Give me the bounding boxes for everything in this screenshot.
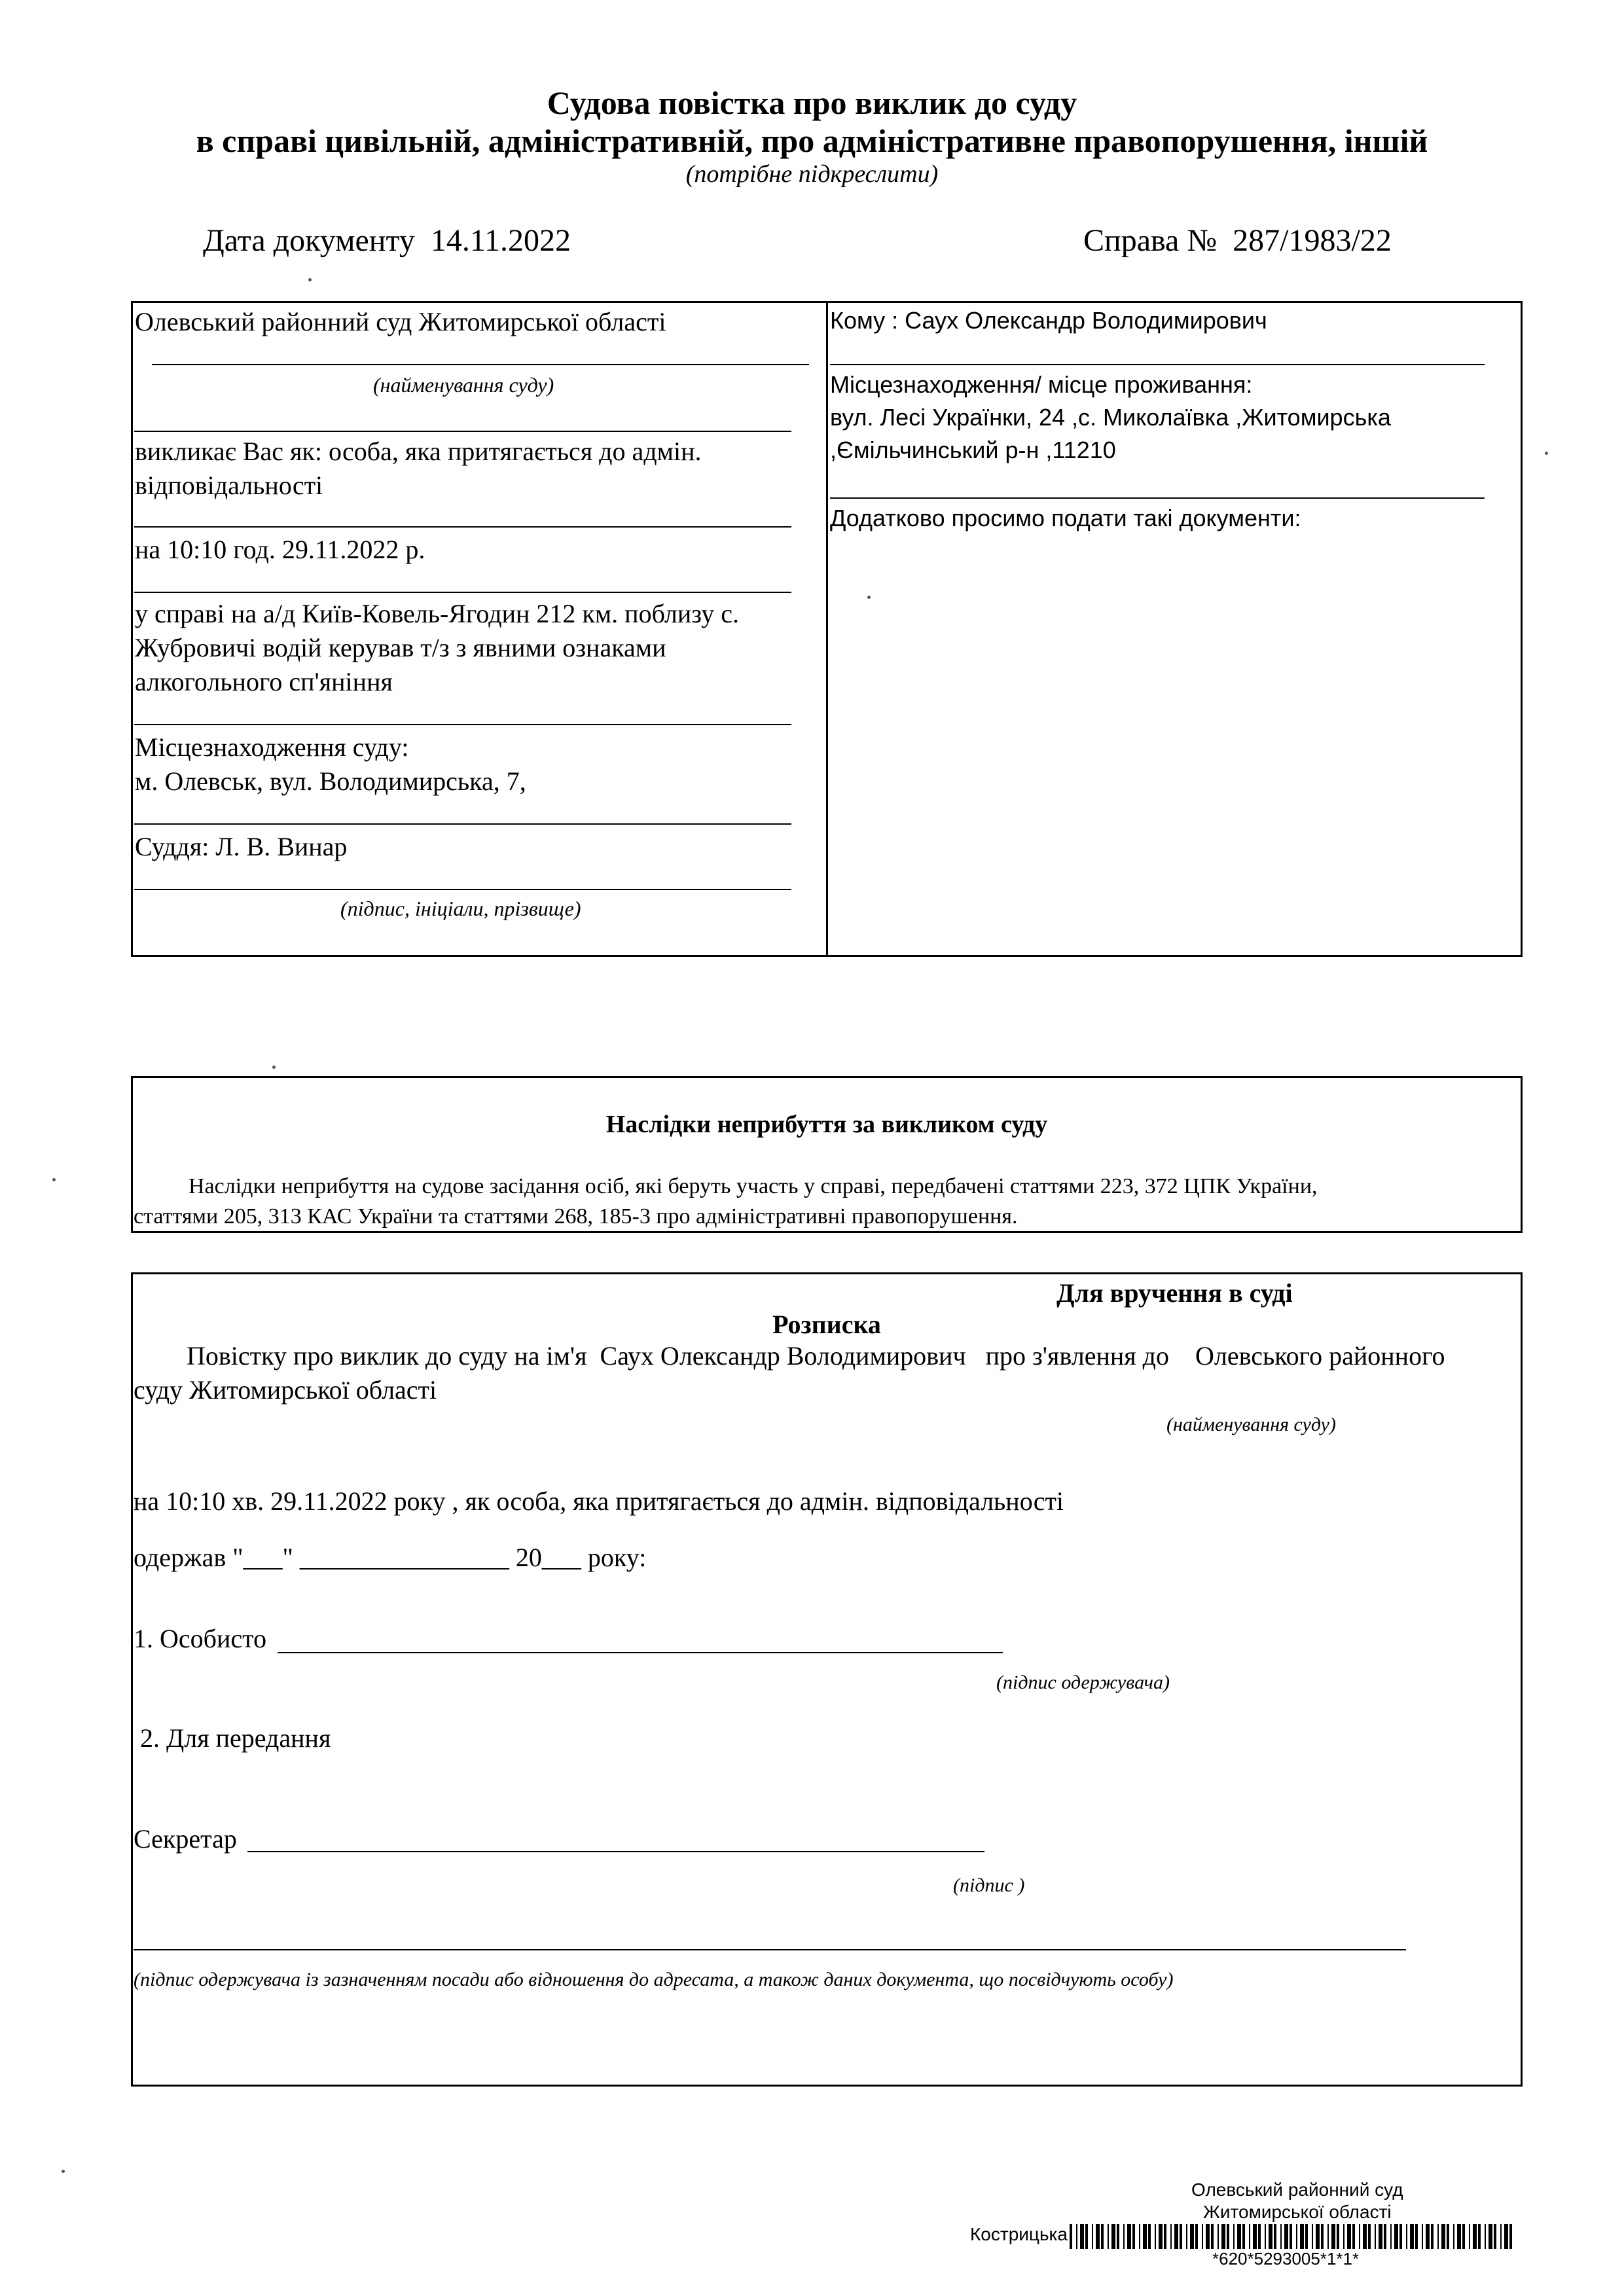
summons-as-line-1: викликає Вас як: особа, яка притягається до адмін. — [135, 437, 702, 466]
case-description-line-3: алкогольного сп'яніння — [135, 667, 393, 696]
scan-speck — [62, 2170, 65, 2173]
barcode-bar — [1280, 2224, 1282, 2249]
secretary-signature-line[interactable] — [247, 1851, 984, 1852]
receipt-heading: Розписка — [772, 1310, 881, 1339]
barcode-bar — [1447, 2224, 1449, 2249]
court-location-label: Місцезнаходження суду: — [135, 732, 409, 762]
divider-line — [134, 592, 791, 593]
title-line-1: Судова повістка про виклик до суду — [547, 84, 1077, 121]
stamp-court-line-1: Олевський районний суд — [1191, 2179, 1403, 2200]
case-number-label: Справа № — [1083, 223, 1218, 258]
receipt-court-caption: (найменування суду) — [1166, 1414, 1336, 1435]
recipient-name: Саух Олександр Володимирович — [600, 1341, 966, 1371]
barcode-bar — [1363, 2224, 1367, 2249]
barcode-bar — [1384, 2224, 1386, 2249]
barcode-bar — [1227, 2224, 1229, 2249]
barcode-bar — [1379, 2224, 1382, 2249]
barcode-bar — [1509, 2224, 1512, 2249]
barcode-bar — [1352, 2224, 1355, 2249]
barcode-bar — [1242, 2224, 1245, 2249]
barcode-bar — [1174, 2224, 1178, 2249]
scan-speck — [867, 596, 871, 599]
barcode-bar — [1265, 2224, 1266, 2249]
summons-as-line-2: відповідальності — [135, 471, 323, 500]
barcode-bar — [1132, 2224, 1135, 2249]
case-number — [1083, 223, 1392, 259]
barcode-bar — [1337, 2224, 1339, 2249]
consequences-heading: Наслідки неприбуття за викликом суду — [605, 1111, 1048, 1138]
barcode-bar — [1457, 2224, 1461, 2249]
title-note: (потрібне підкреслити) — [685, 160, 939, 188]
barcode-bar — [1399, 2224, 1402, 2249]
receipt-text-b: про з'явлення до — [985, 1341, 1170, 1371]
barcode-bar — [1164, 2224, 1166, 2249]
barcode-bar — [1504, 2224, 1508, 2249]
barcode-bar — [1478, 2224, 1481, 2249]
recipient: Кому : Саух Олександр Володимирович — [830, 307, 1267, 334]
barcode-bar — [1441, 2224, 1445, 2249]
barcode — [1070, 2223, 1521, 2249]
court-name: Олевський районний суд Житомирської області — [135, 307, 666, 336]
column-divider — [826, 301, 828, 957]
divider-line — [134, 724, 791, 725]
barcode-bar — [1321, 2224, 1324, 2249]
barcode-bar — [1347, 2224, 1351, 2249]
barcode-bar — [1269, 2224, 1272, 2249]
barcode-bar — [1406, 2224, 1407, 2249]
barcode-bar — [1485, 2224, 1486, 2249]
barcode-bar — [1274, 2224, 1276, 2249]
barcode-bar — [1159, 2224, 1163, 2249]
scan-speck — [1545, 452, 1548, 455]
barcode-bar — [1300, 2224, 1304, 2249]
barcode-bar — [1186, 2224, 1187, 2249]
barcode-bar — [1390, 2224, 1392, 2249]
receipt-court: Олевського районного — [1195, 1341, 1445, 1371]
document-date-label: Дата документу — [203, 223, 415, 258]
stamp-court-line-2: Житомирської області — [1203, 2202, 1392, 2222]
barcode-bar — [1359, 2224, 1360, 2249]
barcode-bar — [1170, 2224, 1172, 2249]
barcode-bar — [1410, 2224, 1414, 2249]
barcode-bar — [1101, 2224, 1104, 2249]
barcode-bar — [1111, 2224, 1115, 2249]
personally-signature-line[interactable] — [278, 1652, 1003, 1653]
court-name-caption: (найменування суду) — [373, 373, 554, 397]
barcode-bar — [1206, 2224, 1210, 2249]
case-number-value: 287/1983/22 — [1233, 223, 1392, 258]
recipient-signature-caption: (підпис одержувача) — [996, 1672, 1170, 1693]
barcode-bar — [1092, 2224, 1093, 2249]
residence-label: Місцезнаходження/ місце проживання: — [830, 371, 1253, 398]
court-location: м. Олевськ, вул. Володимирська, 7, — [135, 766, 526, 796]
barcode-bar — [1249, 2224, 1250, 2249]
clerk-name: Кострицька — [970, 2224, 1068, 2244]
barcode-bar — [1139, 2224, 1140, 2249]
barcode-bar — [1431, 2224, 1434, 2249]
barcode-bar — [1218, 2224, 1219, 2249]
receipt-text-a: Повістку про виклик до суду на ім'я — [187, 1341, 587, 1371]
receipt-time-line: на 10:10 хв. 29.11.2022 року , як особа, яка притягається до адмін. відповідальності — [134, 1486, 1064, 1516]
for-transfer-label: 2. Для передання — [140, 1723, 331, 1753]
case-description-line-2: Жубровичі водій керував т/з з явними ознаками — [135, 633, 666, 662]
judge: Суддя: Л. В. Винар — [135, 832, 348, 861]
document-date — [203, 223, 571, 259]
footnote-line — [134, 1949, 1406, 1950]
barcode-bar — [1148, 2224, 1151, 2249]
divider-line — [134, 823, 791, 825]
consequences-text-line-1: Наслідки неприбуття на судове засідання осіб, які беруть участь у справі, передбачені статтями 223, 372 ЦПК України, — [189, 1174, 1318, 1198]
case-description-line-1: у справі на а/д Київ-Ковель-Ягодин 212 км. поблизу с. — [135, 599, 740, 628]
barcode-bar — [1085, 2224, 1088, 2249]
barcode-bar — [1284, 2224, 1288, 2249]
barcode-bar — [1469, 2224, 1470, 2249]
barcode-bar — [1305, 2224, 1308, 2249]
secretary-signature-caption: (підпис ) — [953, 1874, 1025, 1896]
barcode-bar — [1343, 2224, 1344, 2249]
residence-line-2: ,Ємільчинський р-н ,11210 — [830, 437, 1116, 463]
barcode-bar — [1426, 2224, 1430, 2249]
barcode-bar — [1422, 2224, 1423, 2249]
barcode-bar — [1127, 2224, 1131, 2249]
barcode-bar — [1312, 2224, 1313, 2249]
scan-speck — [272, 1066, 276, 1069]
barcode-bar — [1296, 2224, 1297, 2249]
personally-label: 1. Особисто — [134, 1624, 267, 1653]
barcode-bar — [1290, 2224, 1292, 2249]
barcode-bar — [1180, 2224, 1182, 2249]
barcode-bar — [1155, 2224, 1156, 2249]
barcode-bar — [1253, 2224, 1257, 2249]
barcode-text: *620*5293005*1*1* — [1212, 2249, 1360, 2269]
divider-line — [134, 526, 791, 528]
barcode-bar — [1489, 2224, 1492, 2249]
barcode-bar — [1394, 2224, 1398, 2249]
receipt-line-2: суду Житомирської області — [134, 1375, 437, 1405]
documents-request: Додатково просимо подати такі документи: — [830, 505, 1301, 531]
barcode-bar — [1096, 2224, 1100, 2249]
scan-speck — [308, 278, 312, 281]
barcode-bar — [1233, 2224, 1235, 2249]
barcode-bar — [1500, 2224, 1502, 2249]
divider-line — [134, 431, 791, 432]
court-name-line — [152, 364, 809, 365]
title-line-2: в справі цивільній, адміністративній, про адміністративне правопорушення, іншій — [196, 122, 1428, 159]
barcode-bar — [1453, 2224, 1454, 2249]
barcode-bar — [1108, 2224, 1109, 2249]
barcode-bar — [1462, 2224, 1465, 2249]
for-court-label: Для вручення в суді — [1056, 1278, 1293, 1308]
barcode-bar — [1080, 2224, 1084, 2249]
barcode-bar — [1076, 2224, 1077, 2249]
barcode-bar — [1195, 2224, 1198, 2249]
barcode-bar — [1070, 2224, 1072, 2249]
recipient-line — [830, 364, 1485, 365]
barcode-bar — [1190, 2224, 1194, 2249]
barcode-bar — [1368, 2224, 1371, 2249]
barcode-bar — [1221, 2224, 1225, 2249]
barcode-bar — [1117, 2224, 1119, 2249]
barcode-bar — [1202, 2224, 1203, 2249]
residence-line-1: вул. Лесі Українки, 24 ,с. Миколаївка ,Житомирська — [830, 404, 1391, 431]
barcode-bar — [1327, 2224, 1329, 2249]
judge-caption: (підпис, ініціали, прізвище) — [340, 897, 581, 920]
barcode-bar — [1316, 2224, 1320, 2249]
residence-line — [830, 497, 1485, 499]
received-line: одержав "___" ________________ 20___ року: — [134, 1543, 647, 1572]
barcode-bar — [1237, 2224, 1241, 2249]
barcode-bar — [1375, 2224, 1376, 2249]
barcode-bar — [1415, 2224, 1418, 2249]
barcode-bar — [1331, 2224, 1335, 2249]
barcode-bar — [1473, 2224, 1477, 2249]
receipt-line-1 — [187, 1339, 1445, 1373]
judge-signature-line — [134, 889, 791, 890]
barcode-bar — [1437, 2224, 1439, 2249]
scan-speck — [52, 1178, 56, 1181]
barcode-bar — [1143, 2224, 1147, 2249]
document-date-value: 14.11.2022 — [430, 223, 571, 258]
barcode-bar — [1123, 2224, 1125, 2249]
barcode-bar — [1211, 2224, 1214, 2249]
barcode-bar — [1494, 2224, 1496, 2249]
appear-time: на 10:10 год. 29.11.2022 р. — [135, 535, 425, 564]
consequences-text-line-2: статтями 205, 313 КАС України та статтями 268, 185-3 про адміністративні правопорушення. — [134, 1204, 1018, 1229]
secretary-label: Секретар — [134, 1824, 237, 1854]
barcode-bar — [1258, 2224, 1261, 2249]
receipt-footnote: (підпис одержувача із зазначенням посади або відношення до адресата, а також даних документа, що посвідчують особу) — [134, 1969, 1174, 1990]
